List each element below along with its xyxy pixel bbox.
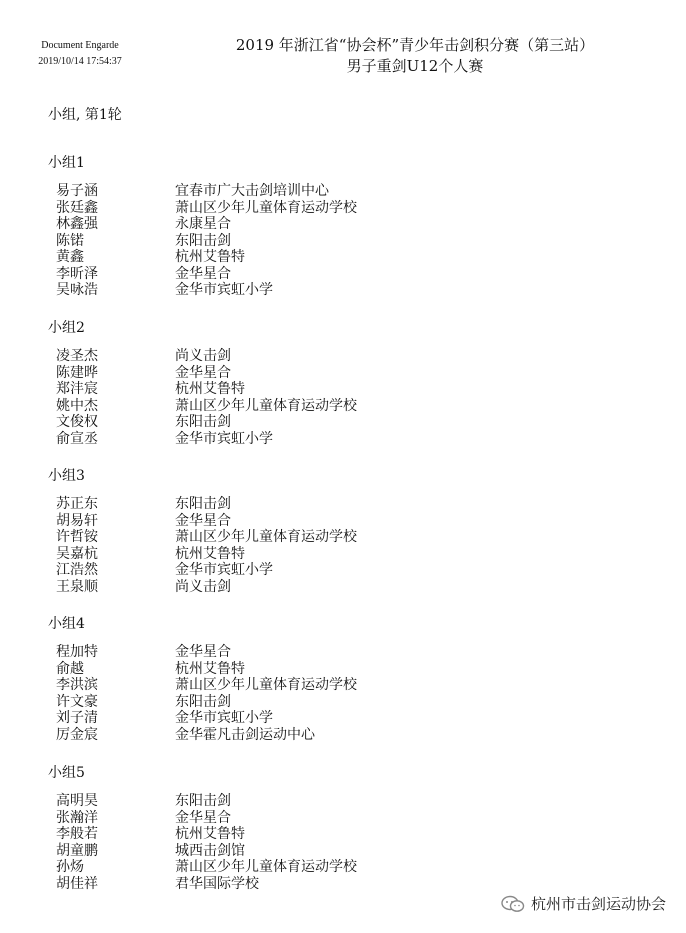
fencer-name: 刘子清 bbox=[56, 710, 98, 726]
fencer-name: 程加特 bbox=[56, 644, 98, 660]
fencer-name: 厉金宸 bbox=[56, 726, 98, 743]
fencer-club: 杭州艾鲁特 bbox=[175, 826, 245, 842]
fencer-name: 孙炀 bbox=[56, 859, 84, 875]
fencer-club: 尚义击剑 bbox=[175, 348, 231, 364]
fencer-club: 萧山区少年儿童体育运动学校 bbox=[175, 397, 357, 414]
fencer-club: 杭州艾鲁特 bbox=[175, 249, 245, 265]
pool-label: 小组2 bbox=[48, 320, 85, 336]
round-title: 小组, 第1轮 bbox=[48, 107, 122, 123]
fencer-name: 张瀚洋 bbox=[56, 809, 98, 826]
fencer-club: 金华霍凡击剑运动中心 bbox=[175, 726, 315, 743]
watermark-text: 杭州市击剑运动协会 bbox=[530, 895, 666, 913]
fencer-name: 胡童鹏 bbox=[56, 842, 98, 859]
competition-title: 2019 年浙江省“协会杯”青少年击剑积分赛（第三站） bbox=[235, 36, 595, 54]
fencer-name: 陈锘 bbox=[56, 232, 84, 249]
fencer-name: 苏正东 bbox=[56, 496, 98, 512]
fencer-club: 金华市宾虹小学 bbox=[175, 282, 273, 298]
event-title: 男子重剑U12个人赛 bbox=[346, 57, 484, 75]
fencer-name: 胡易轩 bbox=[56, 512, 98, 529]
wechat-icon bbox=[501, 895, 525, 913]
fencer-name: 高明昊 bbox=[56, 793, 98, 809]
fencer-club: 尚义击剑 bbox=[175, 578, 231, 595]
fencer-club: 杭州艾鲁特 bbox=[175, 381, 245, 397]
fencer-name: 郑沣宸 bbox=[56, 381, 98, 397]
fencer-name: 林鑫强 bbox=[56, 216, 98, 232]
fencer-name: 俞宣丞 bbox=[56, 430, 98, 447]
fencer-club: 金华星合 bbox=[175, 644, 231, 660]
fencer-name: 江浩然 bbox=[56, 562, 98, 578]
fencer-name: 凌圣杰 bbox=[56, 348, 98, 364]
fencer-club: 永康星合 bbox=[175, 216, 231, 232]
watermark bbox=[501, 893, 666, 914]
fencer-club: 金华市宾虹小学 bbox=[175, 562, 273, 578]
fencer-name: 张廷鑫 bbox=[56, 199, 98, 216]
fencer-name: 黄鑫 bbox=[56, 249, 84, 265]
fencer-name: 俞越 bbox=[56, 660, 84, 677]
fencer-club: 东阳击剑 bbox=[175, 232, 231, 249]
fencer-club: 金华星合 bbox=[175, 265, 231, 282]
software-name: Document Engarde bbox=[41, 40, 119, 51]
fencer-club: 君华国际学校 bbox=[175, 875, 259, 892]
fencer-club: 宜春市广大击剑培训中心 bbox=[175, 183, 329, 199]
pool-label: 小组4 bbox=[48, 616, 85, 632]
fencer-club: 东阳击剑 bbox=[175, 693, 231, 710]
fencer-name: 王泉顺 bbox=[56, 578, 98, 595]
fencer-club: 东阳击剑 bbox=[175, 414, 231, 430]
fencer-name: 许文豪 bbox=[56, 693, 98, 710]
fencer-name: 李洪滨 bbox=[56, 677, 98, 693]
fencer-name: 许哲铵 bbox=[56, 529, 98, 545]
fencer-club: 城西击剑馆 bbox=[175, 842, 245, 859]
fencer-club: 萧山区少年儿童体育运动学校 bbox=[175, 529, 357, 545]
fencer-club: 杭州艾鲁特 bbox=[175, 660, 245, 677]
fencer-club: 金华市宾虹小学 bbox=[175, 430, 273, 447]
fencer-name: 李昕泽 bbox=[56, 265, 98, 282]
fencer-club: 金华星合 bbox=[175, 364, 231, 381]
fencer-club: 东阳击剑 bbox=[175, 496, 231, 512]
fencer-name: 陈建晔 bbox=[56, 364, 98, 381]
fencer-name: 姚中杰 bbox=[56, 397, 98, 414]
fencer-name: 易子涵 bbox=[56, 183, 98, 199]
fencer-name: 胡佳祥 bbox=[56, 875, 98, 892]
fencer-club: 东阳击剑 bbox=[175, 793, 231, 809]
fencer-name: 李般若 bbox=[56, 826, 98, 842]
fencer-name: 吴嘉杭 bbox=[56, 545, 98, 562]
fencer-name: 文俊权 bbox=[56, 414, 98, 430]
fencer-club: 金华星合 bbox=[175, 512, 231, 529]
fencer-club: 萧山区少年儿童体育运动学校 bbox=[175, 199, 357, 216]
document-meta bbox=[20, 38, 140, 70]
fencer-name: 吴咏浩 bbox=[56, 282, 98, 298]
print-timestamp: 2019/10/14 17:54:37 bbox=[38, 56, 122, 67]
pool-label: 小组5 bbox=[48, 765, 85, 781]
pool-label: 小组3 bbox=[48, 468, 85, 484]
fencer-club: 金华市宾虹小学 bbox=[175, 710, 273, 726]
fencer-club: 萧山区少年儿童体育运动学校 bbox=[175, 677, 357, 693]
pool-label: 小组1 bbox=[48, 155, 85, 171]
fencer-club: 杭州艾鲁特 bbox=[175, 545, 245, 562]
fencer-club: 萧山区少年儿童体育运动学校 bbox=[175, 859, 357, 875]
fencer-club: 金华星合 bbox=[175, 809, 231, 826]
